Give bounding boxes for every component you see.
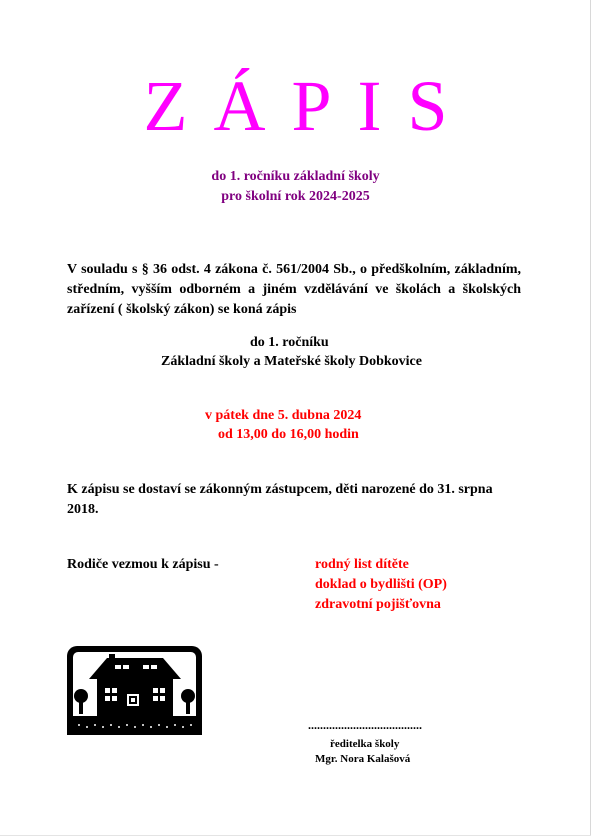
signature-role: ředitelka školy	[330, 738, 400, 750]
enrollment-date: v pátek dne 5. dubna 2024	[205, 408, 362, 423]
document-item: rodný list dítěte	[315, 557, 409, 572]
subtitle	[0, 167, 591, 207]
accompaniment-paragraph: K zápisu se dostaví se zákonným zástupcem, děti narozené do 31. srpna 2018.	[67, 482, 493, 517]
document-item: zdravotní pojišťovna	[315, 597, 441, 612]
intro-paragraph: V souladu s § 36 odst. 4 zákona č. 561/2004 Sb., o předškolním, základním, středním, vyšším odborném a jiném vzdělávání ve školách a školských zařízení ( školský zákon) se koná zápis	[67, 262, 521, 317]
document-title: ZÁPIS	[143, 66, 474, 146]
school-house-icon	[67, 646, 202, 735]
signature-name: Mgr. Nora Kalašová	[315, 753, 411, 765]
subtitle-line-1: do 1. ročníku základní školy	[211, 169, 380, 184]
subtitle-line-2: pro školní rok 2024-2025	[221, 189, 370, 204]
grade-line: do 1. ročníku	[250, 335, 329, 350]
bring-label: Rodiče vezmou k zápisu -	[67, 557, 219, 572]
document-item: doklad o bydlišti (OP)	[315, 577, 447, 592]
documents-list	[315, 555, 447, 615]
enrollment-time: od 13,00 do 16,00 hodin	[218, 427, 359, 442]
signature-line: ......................................	[308, 718, 422, 732]
school-name: Základní školy a Mateřské školy Dobkovice	[161, 354, 422, 369]
